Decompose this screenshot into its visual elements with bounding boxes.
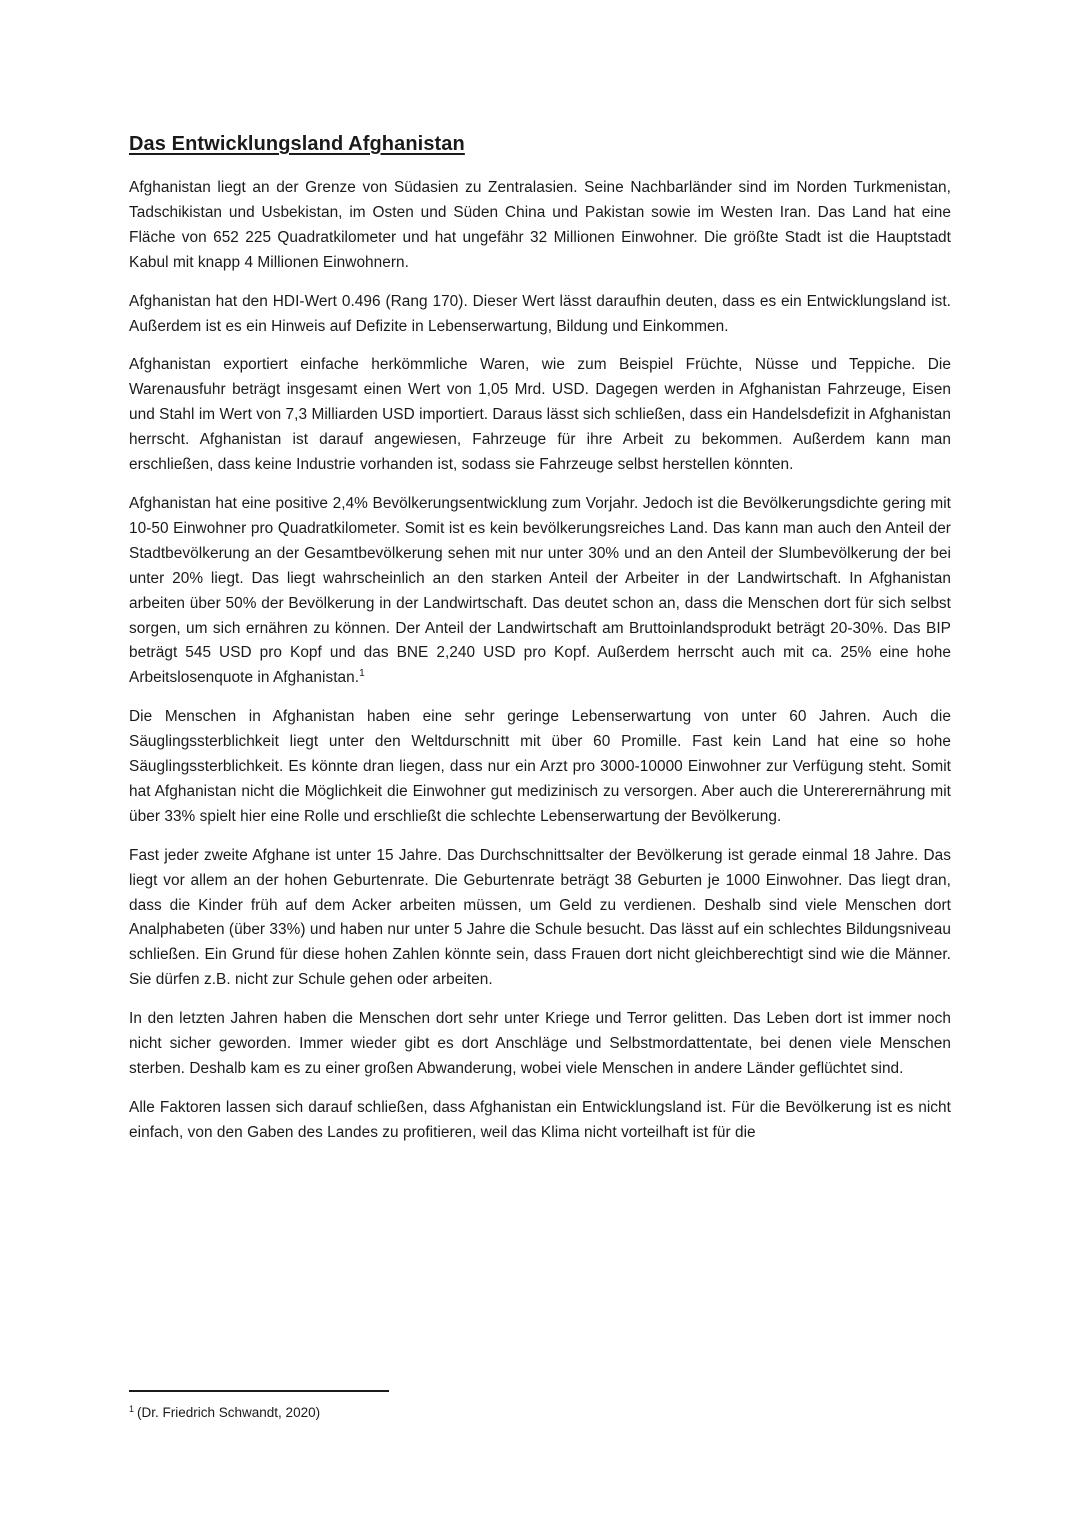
footnote-reference[interactable]: 1 (359, 668, 365, 680)
document-body (129, 130, 951, 1160)
paragraph-education: Fast jeder zweite Afghane ist unter 15 Jahre. Das Durchschnittsalter der Bevölkerung ist gerade einmal 18 Jahre. Das liegt vor allem an der hohen Geburtenrate. Die Geburtenrate beträgt 38 Geburten je 1000 Einwohner. Das liegt dran, dass die Kinder früh auf dem Acker arbeiten müssen, um Geld zu verdienen. Deshalb sind viele Menschen dort Analphabeten (über 33%) und haben nur unter 5 Jahre die Schule besucht. Das lässt auf ein schlechtes Bildungsniveau schließen. Ein Grund für diese hohen Zahlen könnte sein, dass Frauen dort nicht gleichberechtigt sind wie die Männer. Sie dürfen z.B. nicht zur Schule gehen oder arbeiten. (129, 846, 951, 989)
document-title: Das Entwicklungsland Afghanistan (129, 133, 465, 155)
paragraph-hdi: Afghanistan hat den HDI-Wert 0.496 (Rang 170). Dieser Wert lässt daraufhin deuten, dass es ein Entwicklungsland ist. Außerdem ist es ein Hinweis auf Defizite in Lebenserwartung, Bildung und Einkommen. (129, 292, 951, 335)
footnote-text: (Dr. Friedrich Schwandt, 2020) (137, 1405, 321, 1420)
paragraph-conclusion: Alle Faktoren lassen sich darauf schließen, dass Afghanistan ein Entwicklungsland ist. Für die Bevölkerung ist es nicht einfach, von den Gaben des Landes zu profitieren, weil das Klima nicht vorteilhaft ist für die (129, 1098, 951, 1141)
paragraph-geography: Afghanistan liegt an der Grenze von Südasien zu Zentralasien. Seine Nachbarländer sind im Norden Turkmenistan, Tadschikistan und Usbekistan, im Osten und Süden China und Pakistan sowie im Westen Iran. Das Land hat eine Fläche von 652 225 Quadratkilometer und hat ungefähr 32 Millionen Einwohner. Die größte Stadt ist die Hauptstadt Kabul mit knapp 4 Millionen Einwohnern. (129, 179, 951, 271)
paragraph-conflict: In den letzten Jahren haben die Menschen dort sehr unter Kriege und Terror gelitten. Das Leben dort ist immer noch nicht sicher geworden. Immer wieder gibt es dort Anschläge und Selbstmordattentate, bei denen viele Menschen sterben. Deshalb kam es zu einer großen Abwanderung, wobei viele Menschen in andere Länder geflüchtet sind. (129, 1010, 951, 1077)
paragraph-population-text: Afghanistan hat eine positive 2,4% Bevölkerungsentwicklung zum Vorjahr. Jedoch ist die Bevölkerungsdichte gering mit 10-50 Einwohner pro Quadratkilometer. Somit ist es kein bevölkerungsreiches Land. Das kann man auch den Anteil der Stadtbevölkerung an der Gesamtbevölkerung sehen mit nur unter 30% und an den Anteil der Slumbevölkerung der bei unter 20% liegt. Das liegt wahrscheinlich an den starken Anteil der Arbeiter in der Landwirtschaft. In Afghanistan arbeiten über 50% der Bevölkerung in der Landwirtschaft. Das deutet schon an, dass die Menschen dort für sich selbst sorgen, um sich ernähren zu können. Der Anteil der Landwirtschaft am Bruttoinlandsprodukt beträgt 20-30%. Das BIP beträgt 545 USD pro Kopf und das BNE 2,240 USD pro Kopf. Außerdem herrscht auch mit ca. 25% eine hohe Arbeitslosenquote in Afghanistan. (129, 494, 951, 687)
footnote-separator (129, 1390, 389, 1392)
footnote (129, 1402, 320, 1424)
paragraph-trade: Afghanistan exportiert einfache herkömmliche Waren, wie zum Beispiel Früchte, Nüsse und Teppiche. Die Warenausfuhr beträgt insgesamt einen Wert von 1,05 Mrd. USD. Dagegen werden in Afghanistan Fahrzeuge, Eisen und Stahl im Wert von 7,3 Milliarden USD importiert. Daraus lässt sich schließen, dass ein Handelsdefizit in Afghanistan herrscht. Afghanistan ist darauf angewiesen, Fahrzeuge für ihre Arbeit zu bekommen. Außerdem kann man erschließen, dass keine Industrie vorhanden ist, sodass sie Fahrzeuge selbst herstellen könnten. (129, 356, 951, 474)
paragraph-health: Die Menschen in Afghanistan haben eine sehr geringe Lebenserwartung von unter 60 Jahren. Auch die Säuglingssterblichkeit liegt unter den Weltdurschnitt mit über 60 Promille. Fast kein Land hat eine so hohe Säuglingssterblichkeit. Es könnte dran liegen, dass nur ein Arzt pro 3000-10000 Einwohner zur Verfügung steht. Somit hat Afghanistan nicht die Möglichkeit die Einwohner gut medizinisch zu versorgen. Aber auch die Untererernährung mit über 33% spielt hier eine Rolle und erschließt die schlechte Lebenserwartung der Bevölkerung. (129, 708, 951, 825)
footnote-marker: 1 (129, 1403, 135, 1414)
paragraph-population (129, 492, 951, 691)
